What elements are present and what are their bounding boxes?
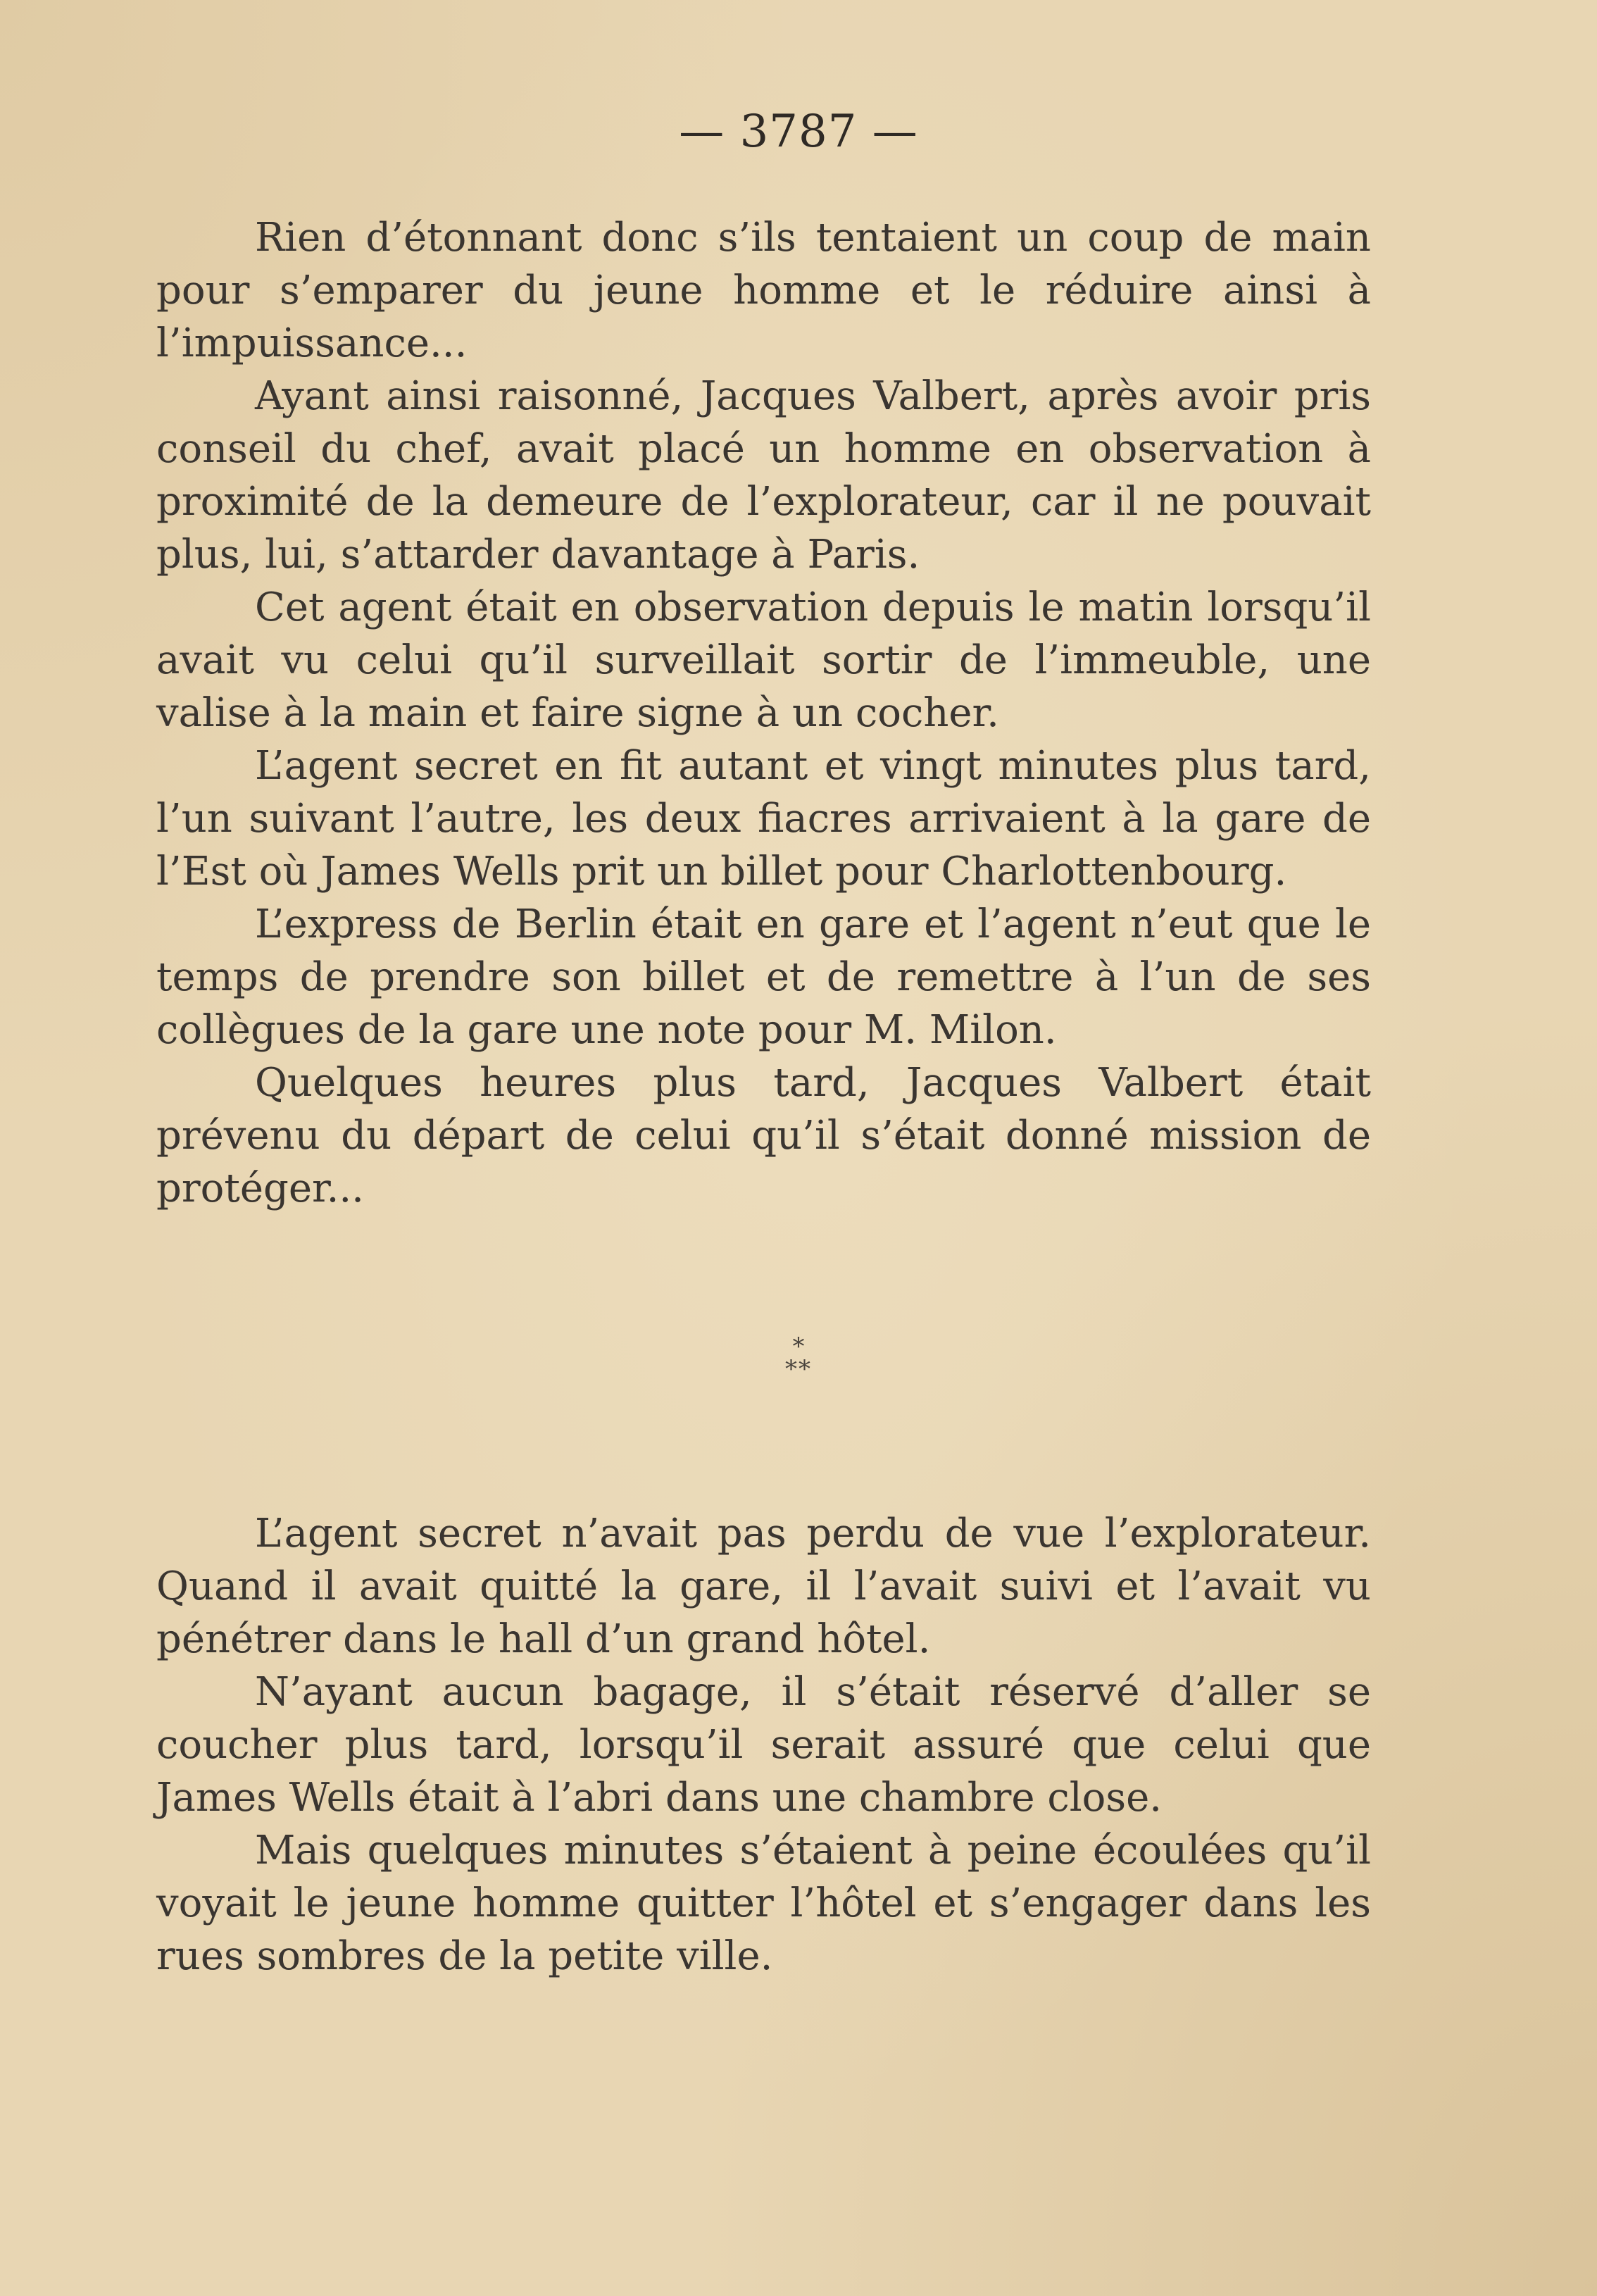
page-number: — 3787 — <box>679 106 918 158</box>
paragraph: N’ayant aucun bagage, il s’était réservé d’aller se coucher plus tard, lorsqu’il serait assuré que celui que James Wells était à l’abri dans une chambre close. <box>156 1669 1371 1821</box>
section-separator-asterism <box>0 1333 1597 1383</box>
asterism-top-star: * <box>792 1333 805 1361</box>
paragraph: Rien d’étonnant donc s’ils tentaient un coup de main pour s’emparer du jeune homme et le réduire ainsi à l’impuissance... <box>156 215 1371 366</box>
paragraph: Cet agent était en observation depuis le matin lorsqu’il avait vu celui qu’il surveillait sortir de l’immeuble, une valise à la main et faire signe à un cocher. <box>156 585 1371 736</box>
paragraph: L’agent secret n’avait pas perdu de vue l’explorateur. Quand il avait quitté la gare, il l’avait suivi et l’avait vu pénétrer dans le hall d’un grand hôtel. <box>156 1511 1371 1662</box>
paragraph: Ayant ainsi raisonné, Jacques Valbert, après avoir pris conseil du chef, avait placé un homme en observation à proximité de la demeure de l’explorateur, car il ne pouvait plus, lui, s’attarder davantage à Paris. <box>156 373 1371 578</box>
paragraph: L’agent secret en fit autant et vingt minutes plus tard, l’un suivant l’autre, les deux fiacres arrivaient à la gare de l’Est où James Wells prit un billet pour Charlottenbourg. <box>156 743 1371 894</box>
paragraph: Quelques heures plus tard, Jacques Valbert était prévenu du départ de celui qu’il s’était donné mission de protéger... <box>156 1060 1371 1211</box>
paragraph: L’express de Berlin était en gare et l’agent n’eut que le temps de prendre son billet et de remettre à l’un de ses collègues de la gare une note pour M. Milon. <box>156 901 1371 1053</box>
text-section-2 <box>156 1507 1371 1983</box>
asterism-bottom-stars: ** <box>785 1355 812 1383</box>
paragraph: Mais quelques minutes s’étaient à peine écoulées qu’il voyait le jeune homme quitter l’hôtel et s’engager dans les rues sombres de la petite ville. <box>156 1828 1371 1979</box>
text-section-1 <box>156 211 1371 1215</box>
